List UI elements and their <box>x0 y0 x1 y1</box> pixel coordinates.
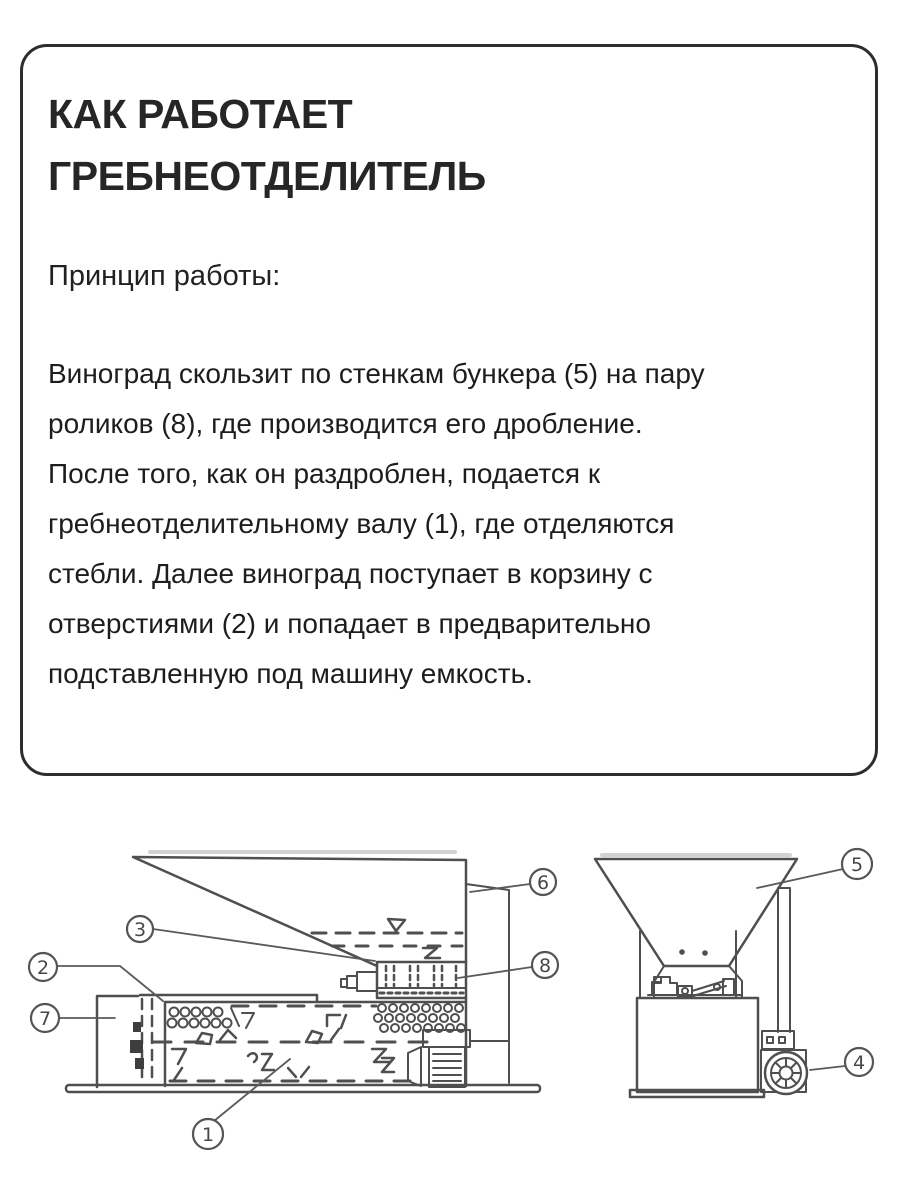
body-paragraph <box>48 349 835 699</box>
base-plate <box>66 1085 540 1092</box>
body-text-line: стебли. Далее виноград поступает в корзину с <box>48 558 653 589</box>
basket-squiggles <box>172 1015 394 1080</box>
destemmer-technical-diagram <box>0 800 900 1200</box>
body-text-line: После того, как он раздроблен, подается к <box>48 458 601 489</box>
roller-hatching <box>386 966 456 986</box>
callout-6 <box>530 869 556 895</box>
body-text-line: гребнеотделительному валу (1), где отделяются <box>48 508 675 539</box>
side-view-diagram <box>29 852 558 1149</box>
hopper-grape-symbols <box>388 919 440 958</box>
grape-cluster-right <box>374 1004 465 1032</box>
body-text-line: подставленную под машину емкость. <box>48 658 533 689</box>
page-title-line1: КАК РАБОТАЕТ <box>48 91 353 137</box>
page-title-line2: ГРЕБНЕОТДЕЛИТЕЛЬ <box>48 153 486 199</box>
base-plate <box>630 1090 764 1097</box>
callout-2-label: 2 <box>36 957 50 979</box>
callout-4 <box>845 1048 873 1076</box>
funnel-outline <box>595 859 797 966</box>
junction-box <box>762 1031 794 1049</box>
funnel-collar <box>654 966 742 997</box>
subtitle: Принцип работы: <box>48 260 281 292</box>
info-card <box>20 44 878 776</box>
side-box-dashed-door <box>142 999 152 1084</box>
callout-3-label: 3 <box>133 919 147 941</box>
callout-2 <box>29 953 57 981</box>
side-box-latches <box>130 1022 144 1069</box>
grape-cluster-left <box>168 1008 255 1029</box>
callout-4-label: 4 <box>852 1052 866 1074</box>
main-motor <box>408 1030 470 1087</box>
callout-1-label: 1 <box>201 1124 215 1146</box>
machine-body <box>637 998 758 1092</box>
body-text-line: отверстиями (2) и попадает в предварительно <box>48 608 651 639</box>
callout-1 <box>193 1119 223 1149</box>
roller-drive-motor <box>341 972 377 991</box>
callout-7-label: 7 <box>38 1008 52 1030</box>
body-text-line: роликов (8), где производится его дробление. <box>48 408 643 439</box>
callout-5-label: 5 <box>850 854 864 876</box>
page-title <box>48 83 835 207</box>
fan-motor <box>761 1050 807 1094</box>
callout-8 <box>532 952 558 978</box>
crusher-mechanism <box>648 977 742 997</box>
body-text-line: Виноград скользит по стенкам бункера (5) на пару <box>48 358 705 389</box>
grape-dot <box>702 950 708 956</box>
discharge-panel <box>778 888 790 1032</box>
grape-dot <box>679 949 685 955</box>
side-panel <box>466 884 509 1083</box>
callout-3 <box>127 916 153 942</box>
callout-7 <box>31 1004 59 1032</box>
callout-5 <box>842 849 872 879</box>
callout-6-label: 6 <box>536 872 550 894</box>
front-view-diagram <box>595 849 873 1097</box>
callout-8-label: 8 <box>538 955 552 977</box>
